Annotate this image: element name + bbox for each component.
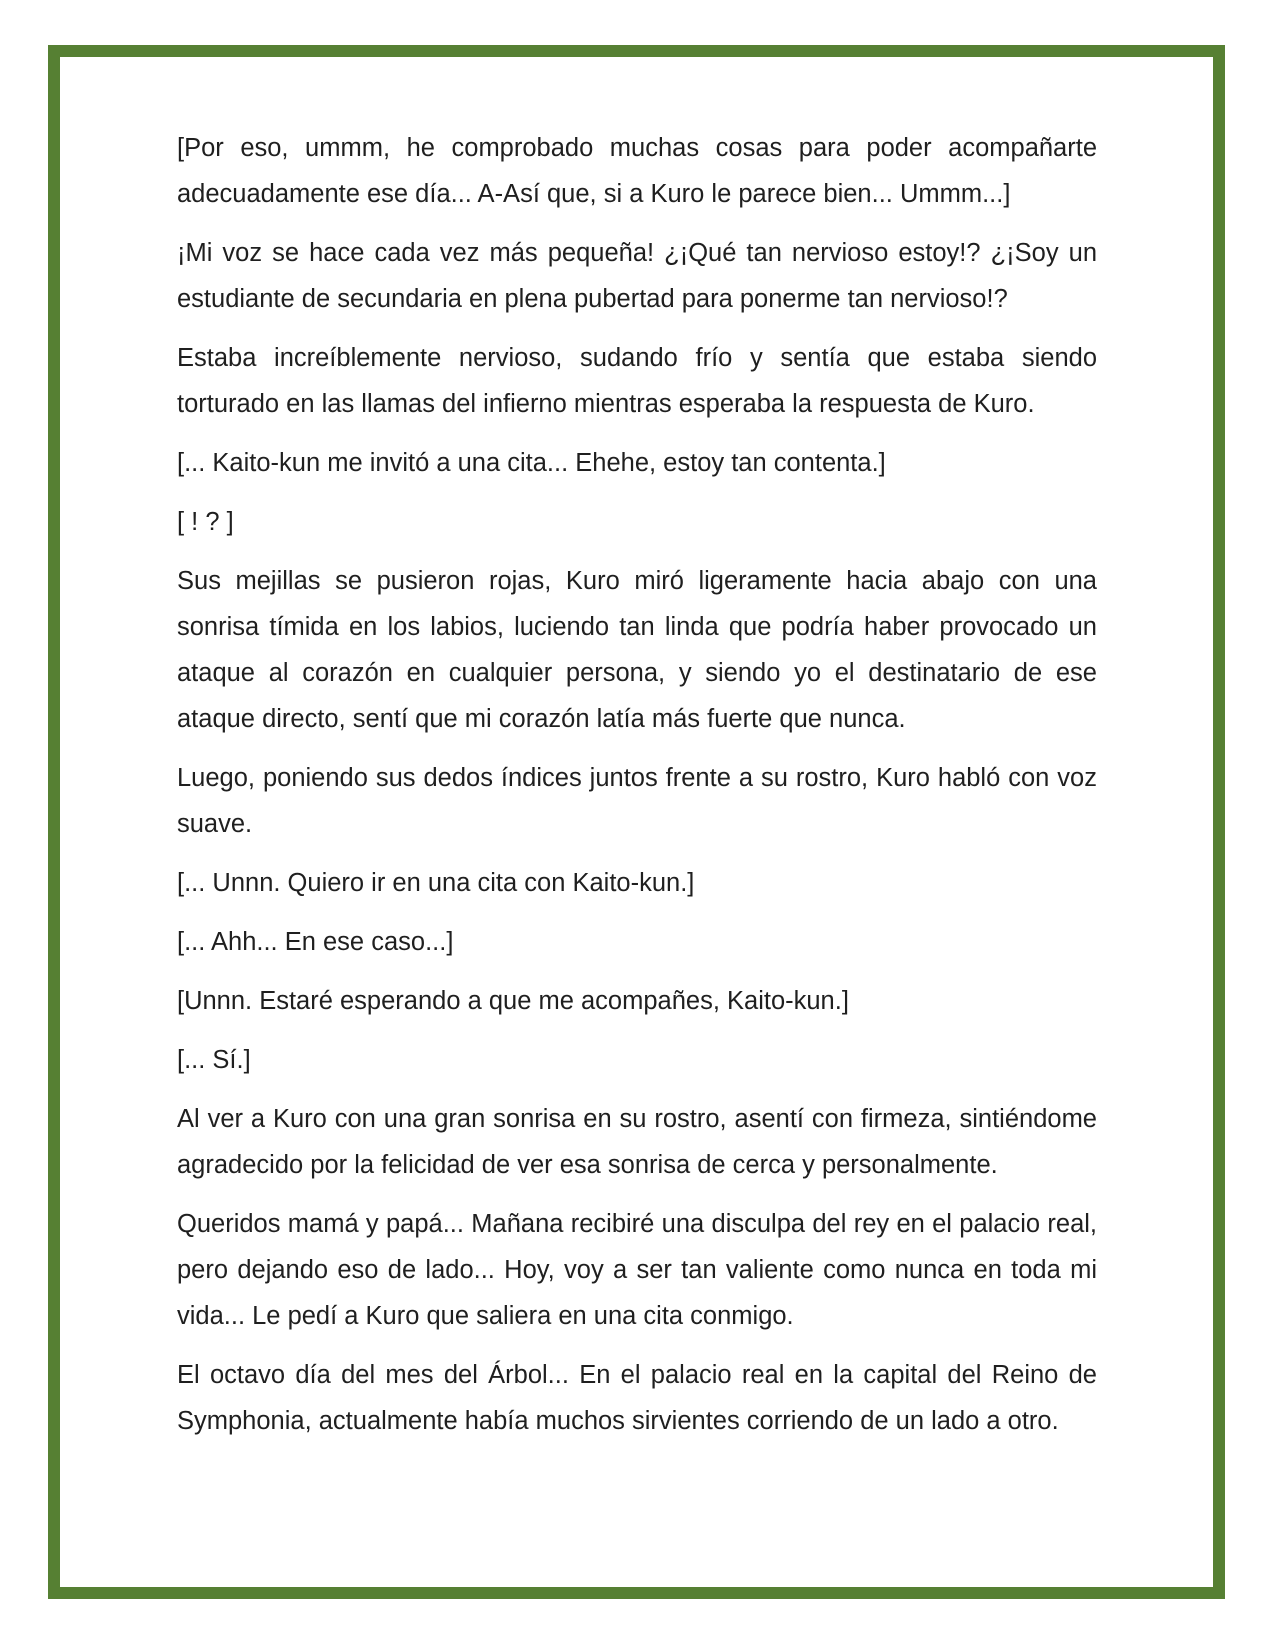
paragraph: El octavo día del mes del Árbol... En el palacio real en la capital del Reino de Symphonia, actualmente había muchos sirvientes corriendo de un lado a otro. — [177, 1361, 1097, 1435]
paragraph: Sus mejillas se pusieron rojas, Kuro miró ligeramente hacia abajo con una sonrisa tímida en los labios, luciendo tan linda que podría haber provocado un ataque al corazón en cualquier persona, y siendo yo el destinatario de ese ataque directo, sentí que mi corazón latía más fuerte que nunca. — [177, 567, 1097, 733]
paragraph: Al ver a Kuro con una gran sonrisa en su rostro, asentí con firmeza, sintiéndome agradecido por la felicidad de ver esa sonrisa de cerca y personalmente. — [177, 1105, 1097, 1179]
paragraph: [Unnn. Estaré esperando a que me acompañes, Kaito-kun.] — [177, 987, 849, 1015]
paragraph: [... Kaito-kun me invitó a una cita... Ehehe, estoy tan contenta.] — [177, 449, 886, 477]
green-border-frame — [48, 45, 1225, 1599]
page-content — [60, 57, 1213, 1587]
paragraph: [Por eso, ummm, he comprobado muchas cosas para poder acompañarte adecuadamente ese día... A-Así que, si a Kuro le parece bien... Ummm...] — [177, 134, 1097, 208]
paragraph: Queridos mamá y papá... Mañana recibiré una disculpa del rey en el palacio real, pero dejando eso de lado... Hoy, voy a ser tan valiente como nunca en toda mi vida... Le pedí a Kuro que saliera en una cita conmigo. — [177, 1210, 1097, 1330]
paragraph: [ ! ? ] — [177, 508, 234, 536]
paragraph: [... Sí.] — [177, 1046, 251, 1074]
paragraph: [... Unnn. Quiero ir en una cita con Kaito-kun.] — [177, 869, 695, 897]
paragraph: Estaba increíblemente nervioso, sudando frío y sentía que estaba siendo torturado en las llamas del infierno mientras esperaba la respuesta de Kuro. — [177, 344, 1097, 418]
paragraph: [... Ahh... En ese caso...] — [177, 928, 454, 956]
paragraph: Luego, poniendo sus dedos índices juntos frente a su rostro, Kuro habló con voz suave. — [177, 764, 1097, 838]
paragraph: ¡Mi voz se hace cada vez más pequeña! ¿¡Qué tan nervioso estoy!? ¿¡Soy un estudiante de secundaria en plena pubertad para ponerme tan nervioso!? — [177, 239, 1097, 313]
